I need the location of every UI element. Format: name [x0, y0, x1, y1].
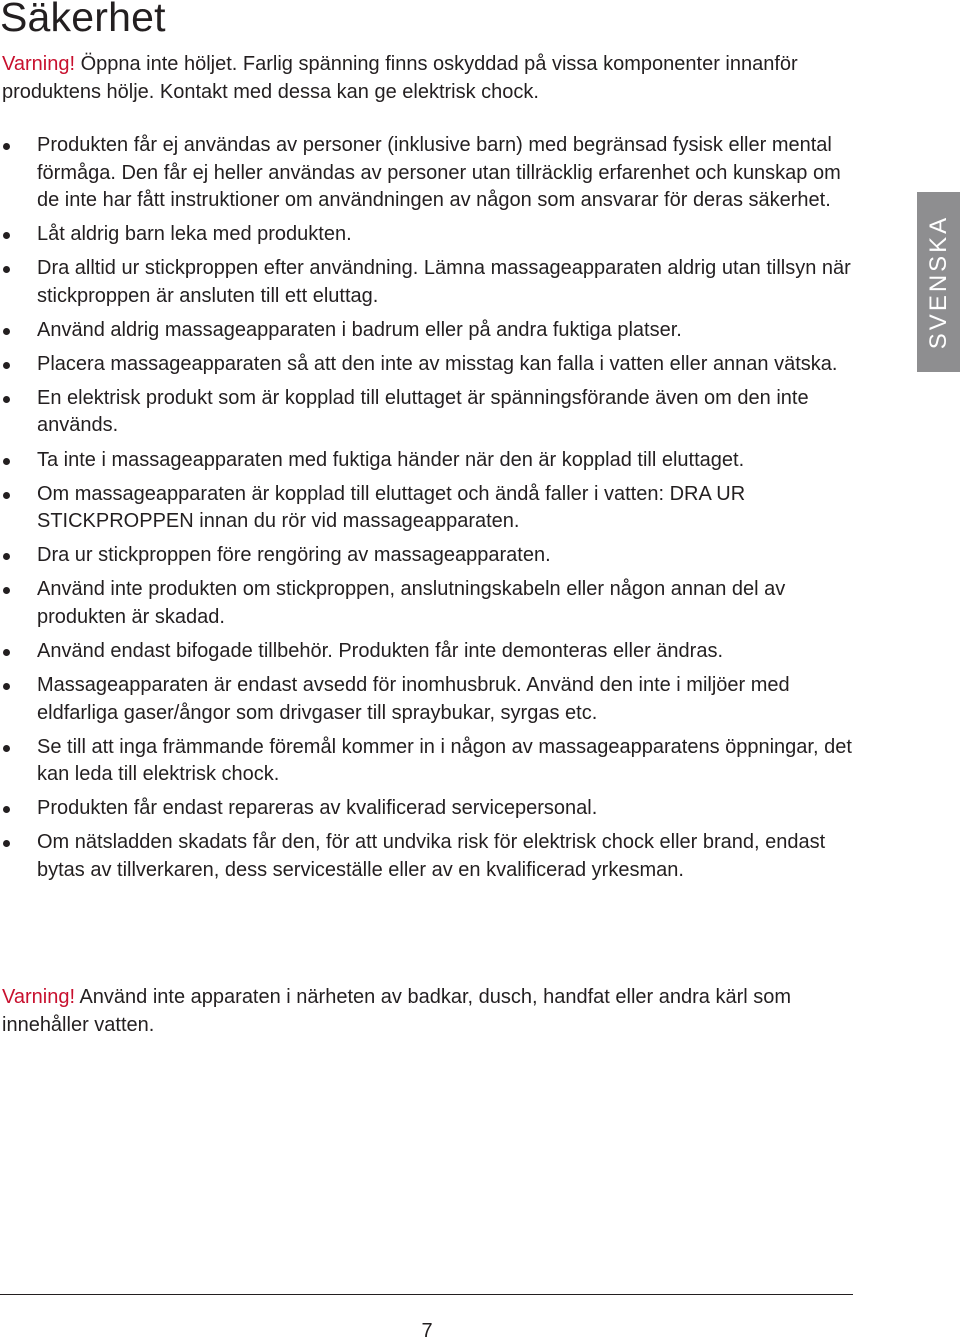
list-item [0, 132, 856, 215]
list-item-text: Produkten får endast repareras av kvalificerad servicepersonal. [37, 797, 598, 820]
list-item [0, 542, 856, 570]
list-item [0, 447, 856, 475]
list-item [0, 255, 856, 310]
bullet-icon [3, 143, 10, 150]
list-item-text: Produkten får ej användas av personer (inklusive barn) med begränsad fysisk eller mental förmåga. Den får ej heller användas av personer utan tillräcklig erfarenhet och kunskap om de inte har fått instruktioner om användningen av någon som ansvarar för deras säkerhet. [37, 134, 841, 211]
list-item [0, 795, 856, 823]
bullet-icon [3, 553, 10, 560]
list-item-text: Dra alltid ur stickproppen efter användning. Lämna massageapparaten aldrig utan tillsyn när stickproppen är ansluten till ett eluttag. [37, 257, 851, 307]
list-item-text: Dra ur stickproppen före rengöring av massageapparaten. [37, 544, 551, 567]
list-item [0, 576, 856, 631]
list-item-text: Använd inte produkten om stickproppen, anslutningskabeln eller någon annan del av produkten är skadad. [37, 578, 786, 628]
list-item [0, 829, 856, 884]
list-item [0, 481, 856, 536]
closing-warning [2, 984, 852, 1039]
list-item-text: Om nätsladden skadats får den, för att undvika risk för elektrisk chock eller brand, endast bytas av tillverkaren, dess serviceställe eller av en kvalificerad yrkesman. [37, 831, 826, 881]
bullet-icon [3, 840, 10, 847]
list-item [0, 317, 856, 345]
bullet-icon [3, 745, 10, 752]
list-item-text: Massageapparaten är endast avsedd för inomhusbruk. Använd den inte i miljöer med eldfarliga gaser/ångor som drivgaser till spraybukar, syrgas etc. [37, 674, 790, 724]
warning-label: Varning! [2, 986, 76, 1008]
list-item-text: Om massageapparaten är kopplad till eluttaget och ändå faller i vatten: DRA UR STICKPROPPEN innan du rör vid massageapparaten. [37, 482, 746, 533]
bullet-icon [3, 683, 10, 690]
list-item [0, 638, 856, 666]
bullet-icon [3, 328, 10, 335]
bullet-icon [3, 649, 10, 656]
bullet-icon [3, 458, 10, 465]
bullet-icon [3, 492, 10, 499]
list-item [0, 385, 856, 440]
intro-warning [2, 51, 852, 106]
bullet-icon [3, 232, 10, 239]
bullet-icon [3, 396, 10, 403]
list-item [0, 351, 856, 379]
page-title: Säkerhet [0, 0, 166, 40]
list-item-text: Se till att inga främmande föremål kommer in i någon av massageapparatens öppningar, det kan leda till elektrisk chock. [37, 735, 852, 786]
list-item-text: Använd endast bifogade tillbehör. Produkten får inte demonteras eller ändras. [37, 639, 723, 662]
language-tab [917, 192, 960, 372]
bullet-icon [3, 362, 10, 369]
intro-warning-text: Öppna inte höljet. Farlig spänning finns oskyddad på vissa komponenter innanför produktens hölje. Kontakt med dessa kan ge elektrisk chock. [2, 53, 798, 103]
closing-warning-text: Använd inte apparaten i närheten av badkar, dusch, handfat eller andra kärl som innehåller vatten. [2, 986, 792, 1036]
bullet-icon [3, 266, 10, 273]
language-tab-label: SVENSKA [924, 214, 952, 350]
warning-label: Varning! [2, 53, 76, 75]
bullet-icon [3, 806, 10, 813]
list-item-text: Använd aldrig massageapparaten i badrum eller på andra fuktiga platser. [37, 318, 682, 341]
bullet-icon [3, 587, 10, 594]
page-number: 7 [421, 1320, 433, 1342]
footer-divider [0, 1294, 853, 1295]
list-item-text: Ta inte i massageapparaten med fuktiga händer när den är kopplad till eluttaget. [37, 448, 745, 471]
list-item-text: Låt aldrig barn leka med produkten. [37, 223, 352, 246]
list-item-text: Placera massageapparaten så att den inte av misstag kan falla i vatten eller annan vätska. [37, 352, 838, 375]
safety-list [0, 132, 856, 891]
list-item [0, 221, 856, 249]
list-item [0, 734, 856, 789]
list-item [0, 672, 856, 727]
list-item-text: En elektrisk produkt som är kopplad till eluttaget är spänningsförande även om den inte används. [37, 386, 809, 437]
